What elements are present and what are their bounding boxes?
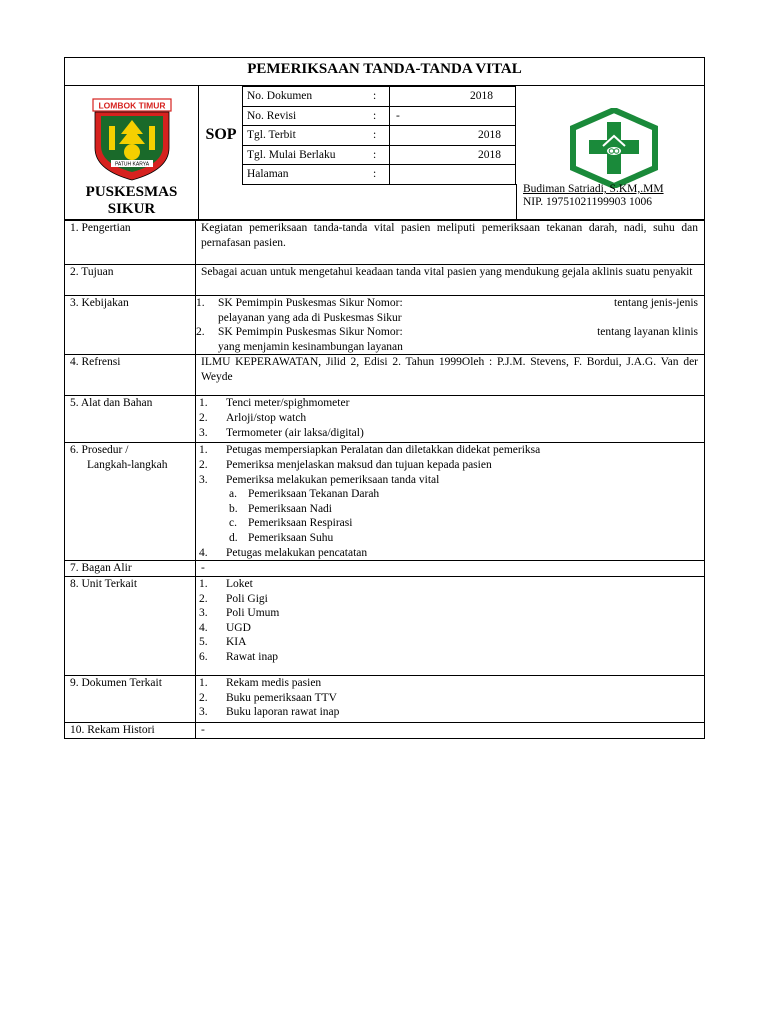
list-item: 1. Tenci meter/spighmometer xyxy=(199,397,350,410)
list-item: 2. Poli Gigi xyxy=(199,592,268,605)
info-row: No. Dokumen : 2018 xyxy=(243,87,516,107)
list-item: 3. Pemeriksa melakukan pemeriksaan tanda vital xyxy=(199,473,440,486)
list-item: 1. Petugas mempersiapkan Peralatan dan diletakkan didekat pemeriksa xyxy=(199,444,541,457)
sop-content-table xyxy=(64,220,705,739)
list-item: 2. Buku pemeriksaan TTV xyxy=(199,691,337,704)
row-unit-terkait: 8. Unit Terkait 1. Loket 2. Poli Gigi 3. Poli Umum 4. UGD 5. KIA 6. Rawat inap xyxy=(65,576,705,675)
emblem-motto: PATUH KARYA xyxy=(114,161,150,168)
emblem-text: LOMBOK TIMUR xyxy=(98,100,166,111)
row-kebijakan: 3. Kebijakan 1. SK Pemimpin Puskesmas Sikur Nomor: tentang jenis-jenis pelayanan yang ada di Puskesmas Sikur 2. SK Pemimpin Puskesmas Sikur Nomor: tentang layanan klinis yang menjamin kesinambungan layanan xyxy=(65,296,705,355)
list-item: c. Pemeriksaan Respirasi xyxy=(229,517,353,530)
list-item: 3. Termometer (air laksa/digital) xyxy=(199,426,364,439)
row-refrensi: 4. Refrensi ILMU KEPERAWATAN, Jilid 2, Edisi 2. Tahun 1999Oleh : P.J.M. Stevens, F. Bordui, J.A.G. Van der Weyde xyxy=(65,355,705,396)
list-item: 5. KIA xyxy=(199,636,247,649)
list-item: 1. Loket xyxy=(199,577,253,590)
list-item: d. Pemeriksaan Suhu xyxy=(229,531,334,544)
list-item: 3. Poli Umum xyxy=(199,607,280,620)
row-rekam-histori: 10. Rekam Histori - xyxy=(65,722,705,738)
document-title: PEMERIKSAAN TANDA-TANDA VITAL xyxy=(64,57,705,86)
list-item: 2. Arloji/stop watch xyxy=(199,411,307,424)
row-prosedur: 6. Prosedur / Langkah-langkah 1. Petugas mempersiapkan Peralatan dan diletakkan didekat pemeriksa 2. Pemeriksa menjelaskan maksud dan tujuan kepada pasien 3. Pemeriksa melakukan pemeriksaan tanda vital a. Pemeriksaan Tekanan Darah b. Pemeriksaan Nadi c. Pemeriksaan Respirasi d. Pemeriksaan Suhu 4. Petugas melakukan pencatatan xyxy=(65,443,705,561)
info-row: Tgl. Terbit : 2018 xyxy=(243,126,516,146)
signature-block xyxy=(523,183,664,209)
policy-item: 1. SK Pemimpin Puskesmas Sikur Nomor: tentang jenis-jenis pelayanan yang ada di Puskesmas Sikur xyxy=(196,297,698,324)
row-alat-bahan: 5. Alat dan Bahan 1. Tenci meter/spighmometer 2. Arloji/stop watch 3. Termometer (air laksa/digital) xyxy=(65,396,705,443)
divider xyxy=(198,184,199,219)
signer-name: Budiman Satriadi, S.KM,.MM xyxy=(523,183,664,195)
signer-nip: NIP. 19751021199903 1006 xyxy=(523,196,652,208)
divider xyxy=(516,184,517,219)
sop-label: SOP xyxy=(198,86,243,184)
row-tujuan: 2. Tujuan Sebagai acuan untuk mengetahui keadaan tanda vital pasien yang mendukung gejala aklinis suatu penyakit xyxy=(65,265,705,296)
document-header xyxy=(64,86,705,220)
puskesmas-name: PUSKESMAS SIKUR xyxy=(85,184,178,217)
policy-item: 2. SK Pemimpin Puskesmas Sikur Nomor: tentang layanan klinis yang menjamin kesinambungan layanan xyxy=(196,326,698,353)
puskesmas-logo xyxy=(567,108,661,188)
list-item: 3. Buku laporan rawat inap xyxy=(199,706,340,719)
row-bagan-alir: 7. Bagan Alir - xyxy=(65,561,705,577)
row-dokumen-terkait: 9. Dokumen Terkait 1. Rekam medis pasien 2. Buku pemeriksaan TTV 3. Buku laporan rawat inap xyxy=(65,675,705,722)
list-item: a. Pemeriksaan Tekanan Darah xyxy=(229,488,380,501)
list-item: 4. Petugas melakukan pencatatan xyxy=(199,546,368,559)
document-info-table xyxy=(242,86,516,185)
row-pengertian: 1. Pengertian Kegiatan pemeriksaan tanda-tanda vital pasien meliputi pemeriksaan tekanan darah, nadi, suhu dan pernafasan pasien. xyxy=(65,221,705,265)
list-item: 1. Rekam medis pasien xyxy=(199,676,322,689)
list-item: 6. Rawat inap xyxy=(199,650,279,663)
info-row: No. Revisi : - xyxy=(243,106,516,126)
lombok-timur-emblem xyxy=(65,86,198,184)
list-item: b. Pemeriksaan Nadi xyxy=(229,502,332,515)
list-item: 4. UGD xyxy=(199,621,251,634)
sop-document xyxy=(64,57,705,739)
info-row: Tgl. Mulai Berlaku : 2018 xyxy=(243,145,516,165)
info-row: Halaman : xyxy=(243,165,516,185)
list-item: 2. Pemeriksa menjelaskan maksud dan tujuan kepada pasien xyxy=(199,458,492,471)
